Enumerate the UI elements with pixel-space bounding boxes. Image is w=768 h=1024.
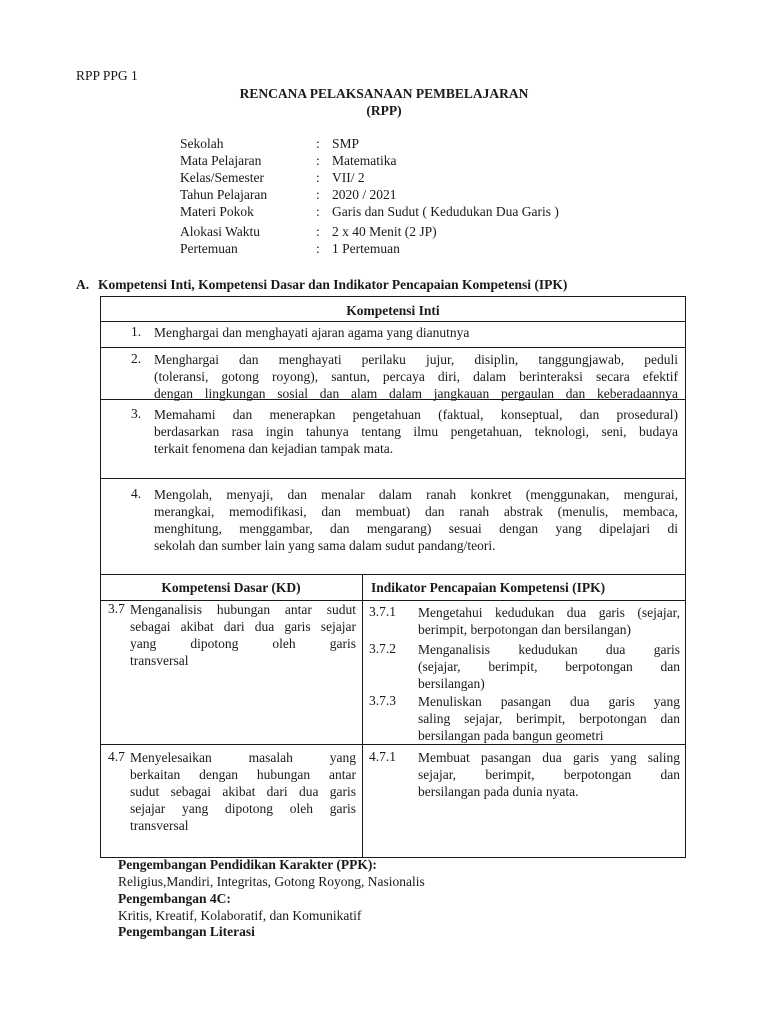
ki-item	[154, 351, 678, 402]
identity-label: Materi Pokok	[180, 204, 254, 219]
ppk-heading: Pengembangan Pendidikan Karakter (PPK):	[118, 857, 377, 872]
identity-value: SMP	[332, 136, 360, 151]
identity-sep: :	[316, 241, 320, 256]
kd-text-line: transversal	[130, 653, 189, 668]
ki-text-line: dengan lingkungan sosial dan alam dalam jangkauan pergaulan dan keberadaannya	[154, 386, 678, 401]
ipk-text-line: Mengetahui kedudukan dua garis (sejajar,	[418, 605, 680, 620]
ki-text-line: terkait fenomena dan kejadian tampak mata.	[154, 441, 394, 456]
ipk-text-line: Membuat pasangan dua garis yang saling	[418, 750, 680, 765]
table-border	[100, 296, 101, 858]
ipk-text-line: Menganalisis kedudukan dua garis	[418, 642, 680, 657]
ki-text-line: merangkai, memodifikasi, dan membuat) dan ranah abstrak (menulis, membaca,	[154, 504, 678, 519]
kd-text-line: yang dipotong oleh garis	[130, 636, 356, 651]
table-border	[100, 744, 686, 745]
ki-text-line: Menghargai dan menghayati ajaran agama yang dianutnya	[154, 325, 470, 340]
identity-label: Mata Pelajaran	[180, 153, 262, 168]
identity-label: Sekolah	[180, 136, 224, 151]
table-border	[100, 574, 686, 575]
identity-sep: :	[316, 170, 320, 185]
kd-text-line: sejajar yang dipotong oleh garis	[130, 801, 356, 816]
identity-label: Kelas/Semester	[180, 170, 264, 185]
identity-sep: :	[316, 187, 320, 202]
identity-label: Pertemuan	[180, 241, 238, 256]
table-border	[100, 478, 686, 479]
doc-subtitle: (RPP)	[366, 103, 402, 118]
table-border	[100, 321, 686, 322]
kd-item	[130, 749, 356, 834]
ki-item	[154, 406, 678, 457]
identity-value: VII/ 2	[332, 170, 365, 185]
ipk-item	[418, 641, 680, 692]
ki-item	[154, 486, 678, 554]
ipk-item	[418, 749, 680, 800]
ki-text-line: Menghargai dan menghayati perilaku jujur, disiplin, tanggungjawab, peduli	[154, 352, 678, 367]
kd-text-line: sudut sebagai akibat dari dua garis	[130, 784, 356, 799]
ipk-number: 3.7.3	[369, 693, 396, 708]
table-border	[685, 296, 686, 858]
ki-number: 1.	[131, 324, 142, 339]
ipk-text-line: berimpit, berpotongan dan bersilangan)	[418, 622, 631, 637]
section-a-heading: Kompetensi Inti, Kompetensi Dasar dan Indikator Pencapaian Kompetensi (IPK)	[98, 277, 568, 292]
ipk-text-line: Menuliskan pasangan dua garis yang	[418, 694, 680, 709]
identity-value: Garis dan Sudut ( Kedudukan Dua Garis )	[332, 204, 559, 219]
kd-number: 3.7	[108, 601, 125, 616]
ipk-text-line: (sejajar, berimpit, berpotongan dan	[418, 659, 680, 674]
kd-item	[130, 601, 356, 669]
ipk-number: 4.7.1	[369, 749, 396, 764]
identity-value: 2 x 40 Menit (2 JP)	[332, 224, 437, 239]
c4-values: Kritis, Kreatif, Kolaboratif, dan Komunikatif	[118, 908, 362, 923]
table-border	[100, 347, 686, 348]
ki-text-line: Memahami dan menerapkan pengetahuan (faktual, konseptual, dan prosedural)	[154, 407, 678, 422]
identity-label: Tahun Pelajaran	[180, 187, 268, 202]
table-border	[362, 574, 363, 858]
ipk-text-line: bersilangan)	[418, 676, 485, 691]
ki-text-line: sekolah dan sumber lain yang sama dalam sudut pandang/teori.	[154, 538, 496, 553]
identity-sep: :	[316, 136, 320, 151]
kd-text-line: Menganalisis hubungan antar sudut	[130, 602, 356, 617]
ki-number: 3.	[131, 406, 142, 421]
doc-code: RPP PPG 1	[76, 68, 138, 83]
kd-text-line: Menyelesaikan masalah yang	[130, 750, 356, 765]
identity-value: 2020 / 2021	[332, 187, 397, 202]
kd-header: Kompetensi Dasar (KD)	[161, 580, 301, 595]
ki-number: 4.	[131, 486, 142, 501]
ipk-text-line: bersilangan pada bangun geometri	[418, 728, 604, 743]
ppk-values: Religius,Mandiri, Integritas, Gotong Royong, Nasionalis	[118, 874, 425, 889]
ki-number: 2.	[131, 351, 142, 366]
ki-text-line: (toleransi, gotong royong), santun, percaya diri, dalam berinteraksi secara efektif	[154, 369, 678, 384]
ki-text-line: Mengolah, menyaji, dan menalar dalam ranah konkret (menggunakan, mengurai,	[154, 487, 678, 502]
identity-label: Alokasi Waktu	[180, 224, 261, 239]
doc-title: RENCANA PELAKSANAAN PEMBELAJARAN	[239, 86, 529, 101]
ki-item	[154, 324, 678, 341]
ki-header: Kompetensi Inti	[346, 303, 440, 318]
ipk-header: Indikator Pencapaian Kompetensi (IPK)	[371, 580, 606, 595]
ipk-number: 3.7.1	[369, 604, 396, 619]
kd-text-line: transversal	[130, 818, 189, 833]
section-a-marker: A.	[76, 277, 90, 292]
literasi-heading: Pengembangan Literasi	[118, 924, 255, 939]
ipk-item	[418, 693, 680, 744]
kd-text-line: sebagai akibat dari dua garis sejajar	[130, 619, 356, 634]
identity-sep: :	[316, 204, 320, 219]
kd-text-line: berkaitan dengan hubungan antar	[130, 767, 356, 782]
ipk-text-line: bersilangan pada dunia nyata.	[418, 784, 579, 799]
table-border	[100, 296, 686, 297]
identity-sep: :	[316, 224, 320, 239]
ipk-number: 3.7.2	[369, 641, 396, 656]
identity-value: 1 Pertemuan	[332, 241, 400, 256]
kd-number: 4.7	[108, 749, 125, 764]
ki-text-line: berdasarkan rasa ingin tahunya tentang ilmu pengetahuan, teknologi, seni, budaya	[154, 424, 678, 439]
ipk-text-line: saling sejajar, berimpit, berpotongan dan	[418, 711, 680, 726]
ipk-item	[418, 604, 680, 638]
identity-sep: :	[316, 153, 320, 168]
identity-value: Matematika	[332, 153, 397, 168]
ki-text-line: menghitung, menggambar, dan mengarang) sesuai dengan yang dipelajari di	[154, 521, 678, 536]
c4-heading: Pengembangan 4C:	[118, 891, 231, 906]
ipk-text-line: sejajar, berimpit, berpotongan dan	[418, 767, 680, 782]
